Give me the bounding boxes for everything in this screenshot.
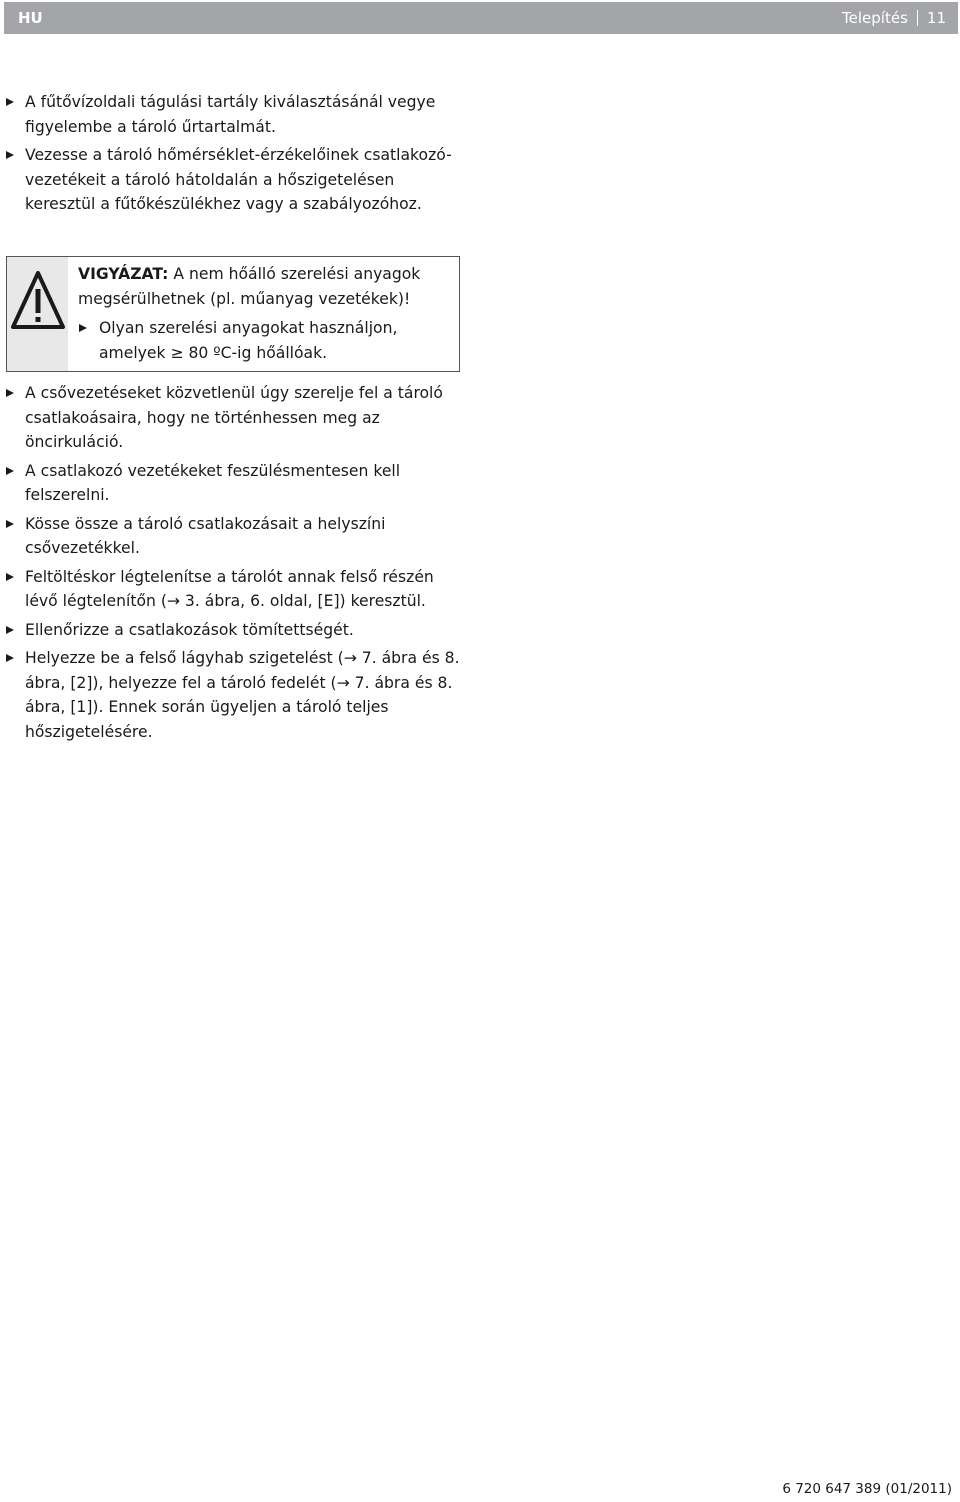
warning-text: A nem hőálló szerelési anyagok megsérülhetnek (pl. műanyag vezetékek)!: [78, 265, 421, 308]
language-label: HU: [18, 9, 43, 27]
warning-label: VIGYÁZAT:: [78, 265, 169, 283]
instruction-list-1: [6, 90, 461, 217]
warning-box: [6, 256, 460, 372]
list-item: Feltöltéskor légtelenítse a tárolót annak felső részén lévő légtelenítőn (→ 3. ábra, 6. oldal, [E]) keresztül.: [6, 565, 461, 614]
page-header: [4, 2, 958, 34]
page-number: 11: [926, 9, 946, 27]
warning-icon-panel: [7, 257, 68, 371]
header-right: [842, 9, 946, 27]
list-item: A fűtővízoldali tágulási tartály kiválasztásánál vegye figyelembe a tároló űrtartalmát.: [6, 90, 461, 139]
warning-content: [78, 262, 453, 365]
list-item: Vezesse a tároló hőmérséklet-érzékelőinek csatlakozó-vezetékeit a tároló hátoldalán a hőszigetelésen keresztül a fűtőkészülékhez vagy a szabályozóhoz.: [6, 143, 461, 217]
header-divider: [917, 10, 918, 26]
list-item: A csatlakozó vezetékeket feszülésmentesen kell felszerelni.: [6, 459, 461, 508]
list-item: Ellenőrizze a csatlakozások tömítettségét.: [6, 618, 461, 643]
list-item: Kösse össze a tároló csatlakozásait a helyszíni csővezetékkel.: [6, 512, 461, 561]
document-code: 6 720 647 389 (01/2011): [782, 1481, 952, 1497]
list-item: Helyezze be a felső lágyhab szigetelést (→ 7. ábra és 8. ábra, [2]), helyezze fel a tároló fedelét (→ 7. ábra és 8. ábra, [1]). Ennek során ügyeljen a tároló teljes hőszigetelésére.: [6, 646, 461, 744]
list-item: A csővezetéseket közvetlenül úgy szerelje fel a tároló csatlakoásaira, hogy ne történhessen meg az öncirkuláció.: [6, 381, 461, 455]
section-title: Telepítés: [842, 9, 908, 27]
warning-triangle-icon: [10, 269, 66, 333]
instruction-list-2: [6, 381, 461, 744]
warning-instruction: Olyan szerelési anyagokat használjon, amelyek ≥ 80 ºC-ig hőállóak.: [78, 316, 453, 365]
warning-message: [78, 262, 453, 311]
